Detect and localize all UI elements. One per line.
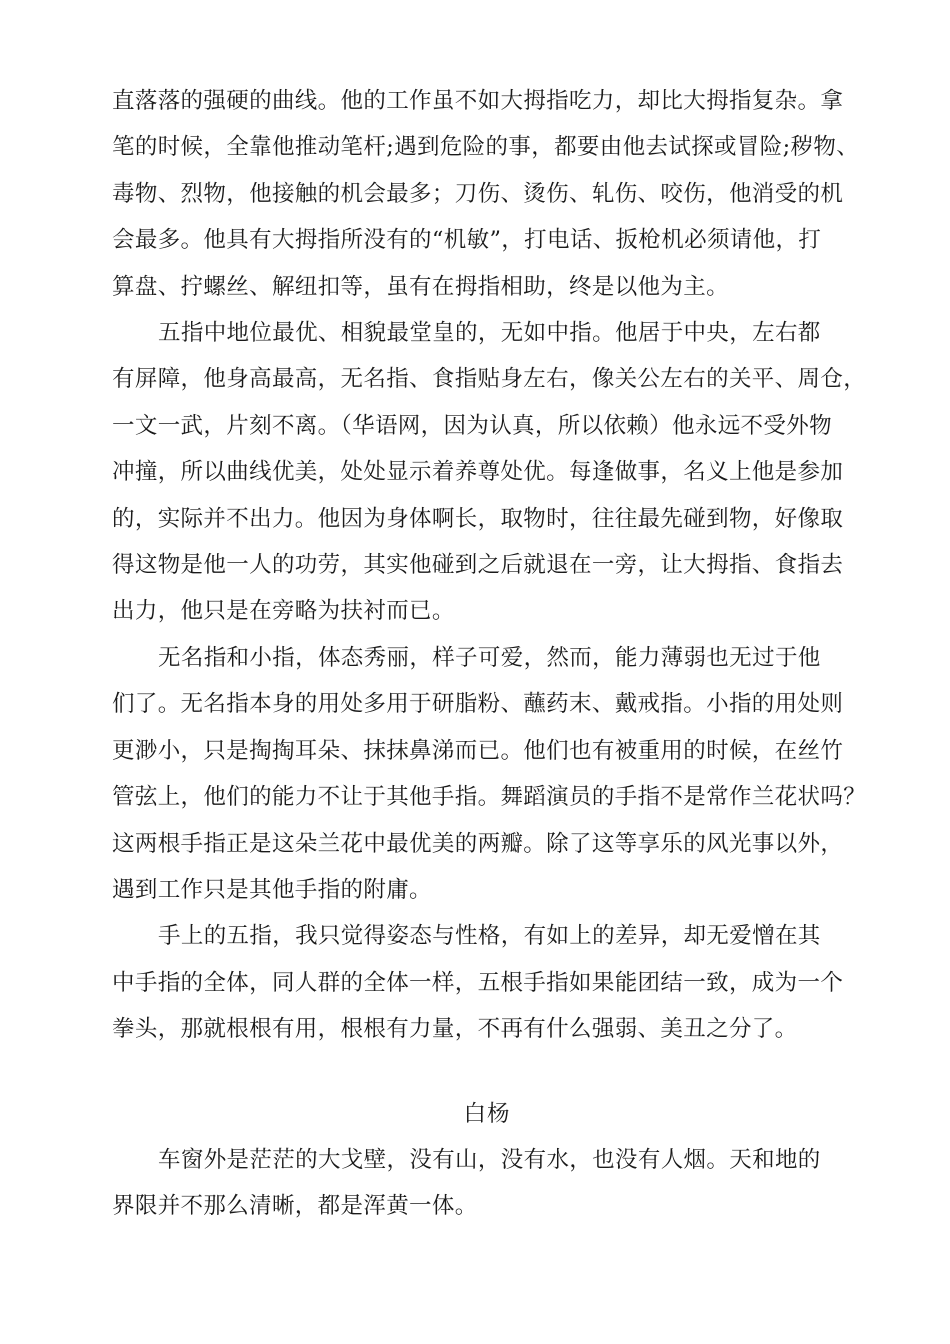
- text-line: 算盘、拧螺丝、解纽扣等，虽有在拇指相助，终是以他为主。: [112, 273, 729, 300]
- paragraph-conclusion: [112, 913, 862, 1052]
- text-line: 车窗外是茫茫的大戈壁，没有山，没有水，也没有人烟。天和地的: [158, 1146, 821, 1173]
- text-line: 这两根手指正是这朵兰花中最优美的两瓣。除了这等享乐的风光事以外，: [112, 830, 844, 857]
- text-line: 界限并不那么清晰，都是浑黄一体。: [112, 1193, 478, 1220]
- text-line: 出力，他只是在旁略为扶衬而已。: [112, 598, 455, 625]
- text-line: 一文一武，片刻不离。（华语网，因为认真，所以依赖）他永远不受外物: [112, 412, 832, 439]
- text-line: 有屏障，他身高最高，无名指、食指贴身左右，像关公左右的关平、周仓，: [112, 366, 867, 393]
- paragraph-baiyang-intro: [112, 1137, 862, 1230]
- paragraph-ring-little-finger: [112, 635, 867, 913]
- text-line: 无名指和小指，体态秀丽，样子可爱，然而，能力薄弱也无过于他: [158, 644, 821, 671]
- section-title: 白杨: [463, 1100, 511, 1127]
- text-line: 五指中地位最优、相貌最堂皇的，无如中指。他居于中央，左右都: [158, 320, 821, 347]
- text-line: 冲撞，所以曲线优美，处处显示着养尊处优。每逢做事，名义上他是参加: [112, 459, 844, 486]
- text-line: 会最多。他具有大拇指所没有的“机敏”，打电话、扳枪机必须请他，打: [112, 227, 822, 254]
- text-line: 中手指的全体，同人群的全体一样，五根手指如果能团结一致，成为一个: [112, 969, 844, 996]
- text-line: 更渺小，只是掏掏耳朵、抹抹鼻涕而已。他们也有被重用的时候，在丝竹: [112, 737, 844, 764]
- text-line: 得这物是他一人的功劳，其实他碰到之后就退在一旁，让大拇指、食指去: [112, 552, 844, 579]
- text-line: 手上的五指，我只觉得姿态与性格，有如上的差异，却无爱憎在其: [158, 923, 821, 950]
- text-line: 拳头，那就根根有用，根根有力量，不再有什么强弱、美丑之分了。: [112, 1016, 798, 1043]
- text-line: 的，实际并不出力。他因为身体啊长，取物时，往往最先碰到物，好像取: [112, 505, 844, 532]
- text-line: 毒物、烈物，他接触的机会最多；刀伤、烫伤、轧伤、咬伤，他消受的机: [112, 180, 844, 207]
- paragraph-middle-finger: [112, 310, 867, 635]
- text-line: 直落落的强硬的曲线。他的工作虽不如大拇指吃力，却比大拇指复杂。拿: [112, 88, 844, 114]
- text-line: 们了。无名指本身的用处多用于研脂粉、蘸药末、戴戒指。小指的用处则: [112, 691, 844, 718]
- text-line: 管弦上，他们的能力不让于其他手指。舞蹈演员的手指不是常作兰花状吗？: [112, 784, 867, 811]
- text-line: 遇到工作只是其他手指的附庸。: [112, 876, 432, 903]
- paragraph-index-finger: [112, 78, 862, 310]
- document-page: [112, 78, 867, 1230]
- text-line: 笔的时候，全靠他推动笔杆;遇到危险的事，都要由他去试探或冒险;秽物、: [112, 134, 860, 161]
